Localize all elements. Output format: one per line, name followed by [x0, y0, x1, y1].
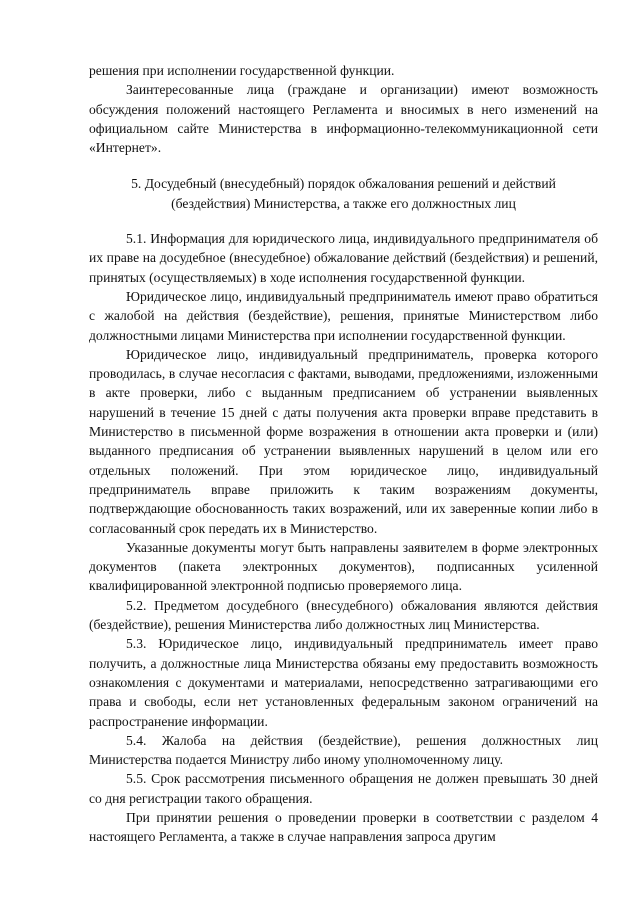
paragraph-complaint-right: Юридическое лицо, индивидуальный предприниматель имеют право обратиться с жалобой на действия (бездействие), решения, принятые Министерством либо должностными лицами Министерства при исполнении государственной функции.	[89, 288, 598, 343]
document-text	[89, 61, 598, 847]
paragraph-5-1: 5.1. Информация для юридического лица, индивидуального предпринимателя об их праве на досудебное (внесудебное) обжалование действий (бездействия) и решений, принятых (осуществляемых) в ходе исполнения государственной функции.	[89, 231, 598, 285]
paragraph-5-4: 5.4. Жалоба на действия (бездействие), решения должностных лиц Министерства подается Министру либо иному уполномоченному лицу.	[89, 732, 598, 768]
paragraph-interested-parties: Заинтересованные лица (граждане и организации) имеют возможность обсуждения положений настоящего Регламента и вносимых в него изменений на официальном сайте Министерства в информационно-телекоммуникационной сети «Интернет».	[89, 82, 598, 156]
section-heading: 5. Досудебный (внесудебный) порядок обжалования решений и действий (бездействия) Министерства, а также его должностных лиц	[131, 176, 556, 211]
paragraph-objections: Юридическое лицо, индивидуальный предприниматель, проверка которого проводилась, в случае несогласия с фактами, выводами, предложениями, изложенными в акте проверки, либо с выданным предписанием об устранении выявленных нарушений в течение 15 дней с даты получения акта проверки вправе представить в Министерство в письменной форме возражения в отношении акта проверки и (или) выданного предписания об устранении выявленных нарушений в целом или его отдельных положений. При этом юридическое лицо, индивидуальный предприниматель вправе приложить к таким возражениям документы, подтверждающие обоснованность таких возражений, или их заверенные копии либо в согласованный срок передать их в Министерство.	[89, 346, 598, 536]
paragraph-electronic-docs: Указанные документы могут быть направлены заявителем в форме электронных документов (пакета электронных документов), подписанных усиленной квалифицированной электронной подписью проверяемого лица.	[89, 539, 598, 594]
paragraph-continuation: решения при исполнении государственной функции.	[89, 63, 395, 78]
paragraph-5-5: 5.5. Срок рассмотрения письменного обращения не должен превышать 30 дней со дня регистрации такого обращения.	[89, 771, 598, 806]
paragraph-inspection-decision: При принятии решения о проведении проверки в соответствии с разделом 4 настоящего Регламента, а также в случае направления запроса другим	[89, 809, 598, 845]
paragraph-5-2: 5.2. Предметом досудебного (внесудебного) обжалования являются действия (бездействие), решения Министерства либо должностных лиц Министерства.	[89, 597, 598, 633]
paragraph-5-3: 5.3. Юридическое лицо, индивидуальный предприниматель имеет право получить, а должностные лица Министерства обязаны ему предоставить возможность ознакомления с документами и материалами, непосредственно затрагивающими его права и свободы, если нет установленных федеральным законом ограничений на распространение информации.	[89, 636, 598, 729]
